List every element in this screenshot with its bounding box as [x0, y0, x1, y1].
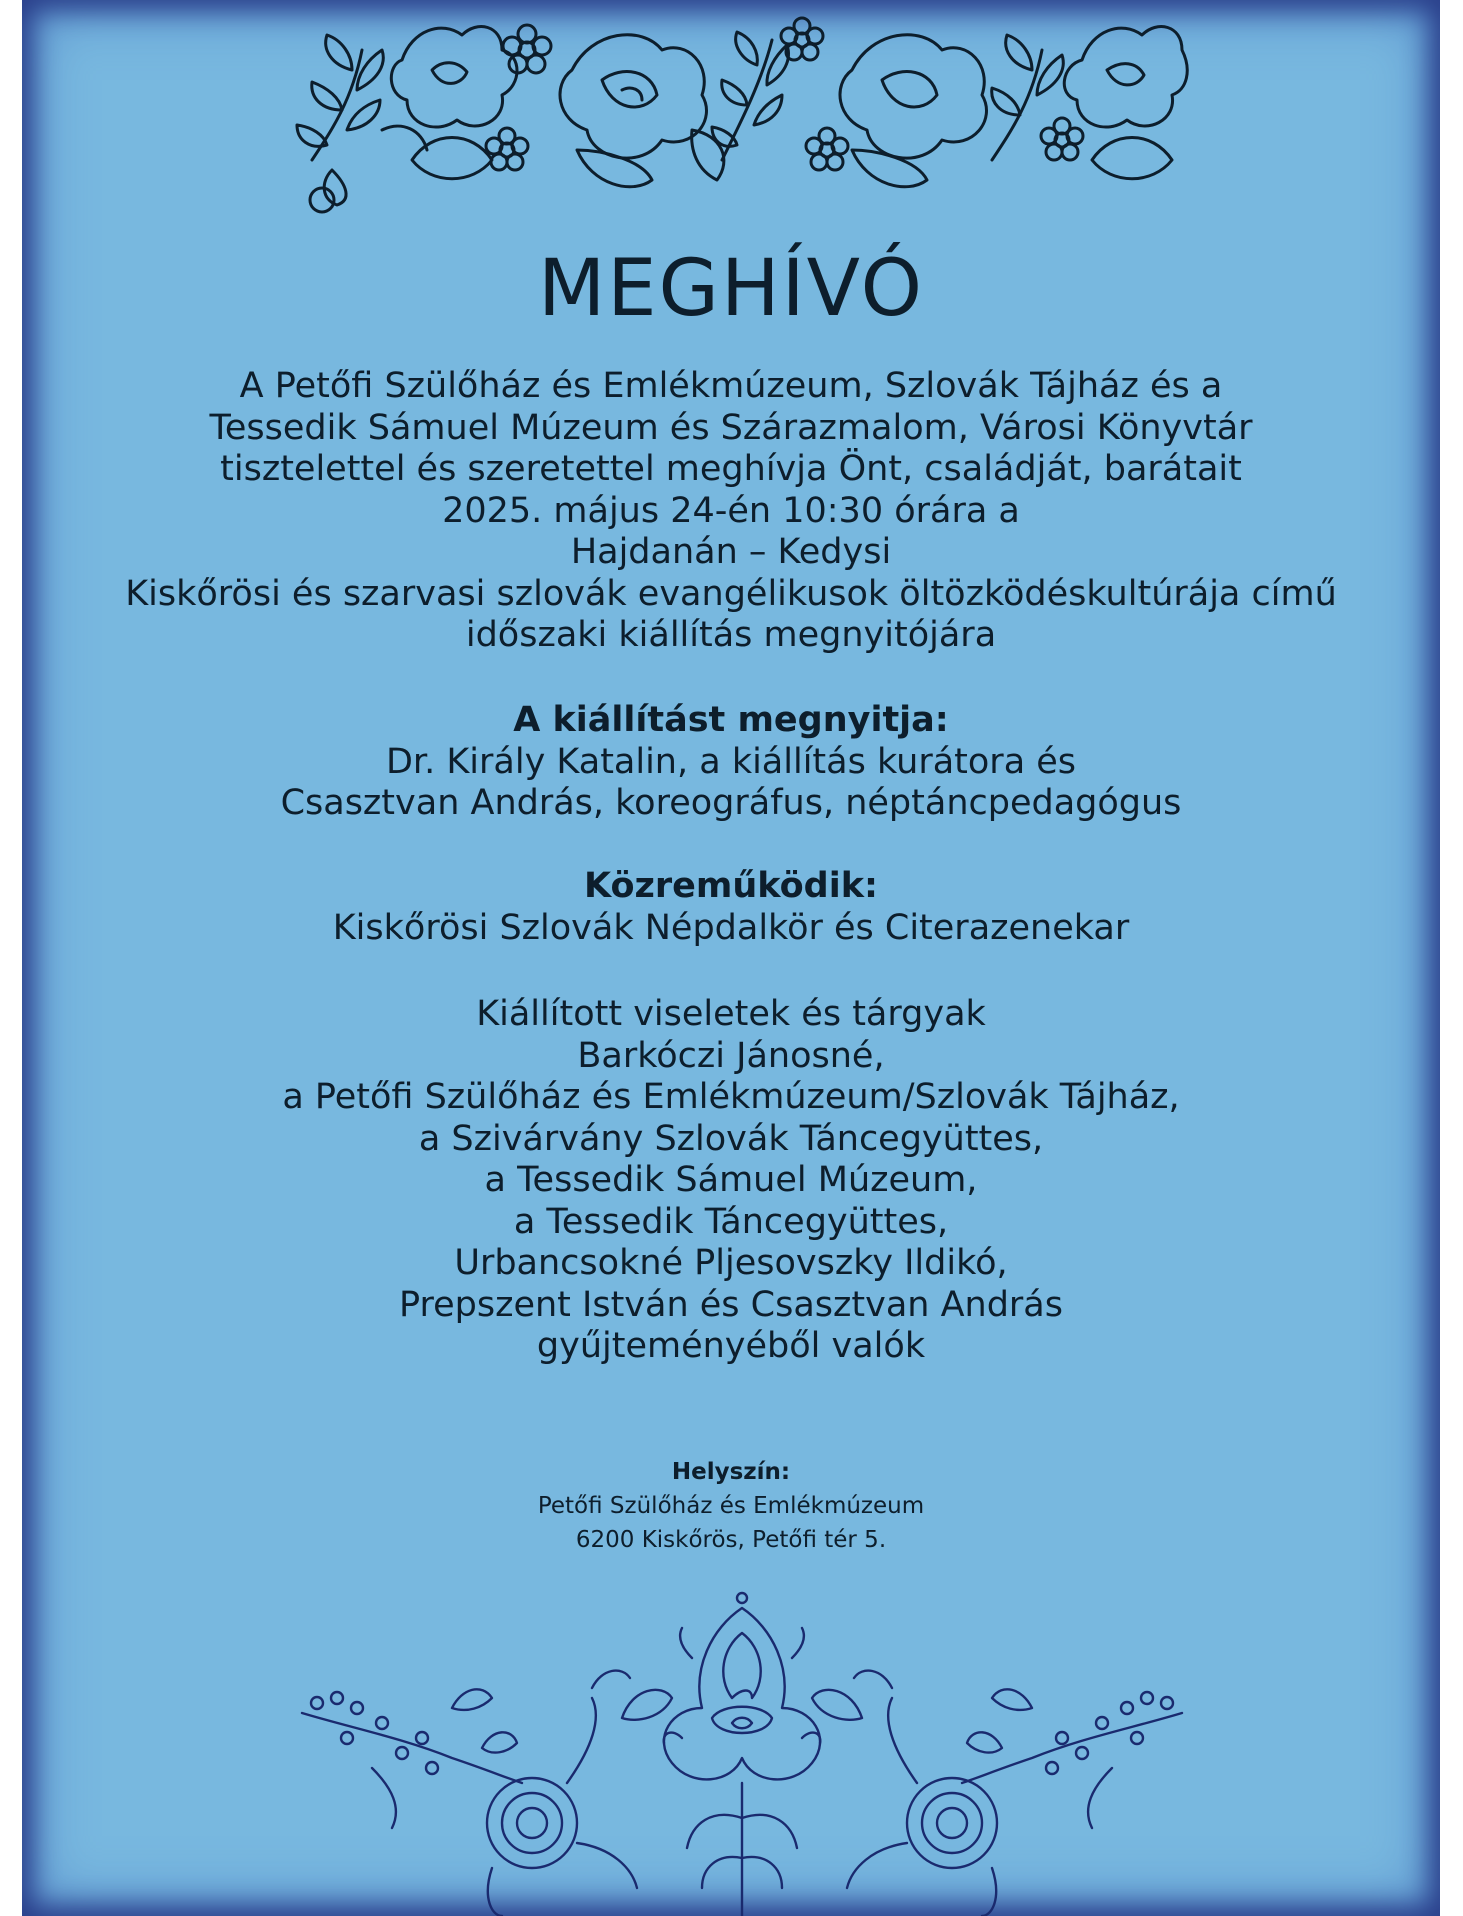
- intro-text: [22, 366, 1440, 657]
- intro-line: időszaki kiállítás megnyitójára: [465, 615, 997, 655]
- exhibits-line: a Szivárvány Szlovák Táncegyüttes,: [418, 1118, 1044, 1159]
- exhibits-line: gyűjteményéből valók: [536, 1326, 926, 1366]
- exhibits-line: Kiállított viseletek és tárgyak: [476, 994, 986, 1034]
- exhibits-line: a Petőfi Szülőház és Emlékmúzeum/Szlovák Tájház,: [282, 1077, 1180, 1117]
- exhibits-line: a Tessedik Sámuel Múzeum,: [484, 1160, 978, 1200]
- floral-ornament-top-icon: [292, 10, 1192, 230]
- contributors-heading: Közreműködik:: [583, 866, 878, 906]
- intro-line: A Petőfi Szülőház és Emlékmúzeum, Szlovák Tájház és a: [239, 366, 1223, 406]
- venue-heading: Helyszín:: [671, 1459, 791, 1485]
- intro-line: Hajdanán – Kedysi: [570, 532, 892, 572]
- floral-ornament-bottom-icon: [292, 1588, 1192, 1916]
- venue-address: 6200 Kiskőrös, Petőfi tér 5.: [575, 1527, 887, 1553]
- page-title: MEGHÍVÓ: [537, 244, 925, 334]
- intro-line: tisztelettel és szeretettel meghívja Önt, családját, barátait: [220, 449, 1242, 489]
- opening-section: [22, 700, 1440, 825]
- exhibits-line: Prepszent István és Csasztvan András: [398, 1284, 1063, 1325]
- opening-line: Csasztvan András, koreográfus, néptáncpedagógus: [280, 783, 1182, 823]
- intro-line: Tessedik Sámuel Múzeum és Szárazmalom, Városi Könyvtár: [209, 407, 1253, 448]
- opening-heading: A kiállítást megnyitja:: [513, 700, 949, 740]
- intro-line: 2025. május 24-én 10:30 órára a: [442, 490, 1020, 531]
- exhibits-line: Urbancsokné Pljesovszky Ildikó,: [454, 1243, 1008, 1283]
- exhibits-section: [22, 994, 1440, 1368]
- exhibits-line: Barkóczi Jánosné,: [577, 1035, 885, 1076]
- venue-name: Petőfi Szülőház és Emlékmúzeum: [537, 1493, 925, 1519]
- intro-line: Kiskőrösi és szarvasi szlovák evangélikusok öltözködéskultúrája című: [125, 573, 1337, 614]
- exhibits-line: a Tessedik Táncegyüttes,: [513, 1201, 949, 1242]
- opening-line: Dr. Király Katalin, a kiállítás kurátora és: [385, 741, 1077, 782]
- invitation-page: [22, 0, 1440, 1916]
- contributors-section: [22, 866, 1440, 949]
- venue-section: [22, 1455, 1440, 1557]
- contributors-line: Kiskőrösi Szlovák Népdalkör és Citerazenekar: [332, 907, 1130, 948]
